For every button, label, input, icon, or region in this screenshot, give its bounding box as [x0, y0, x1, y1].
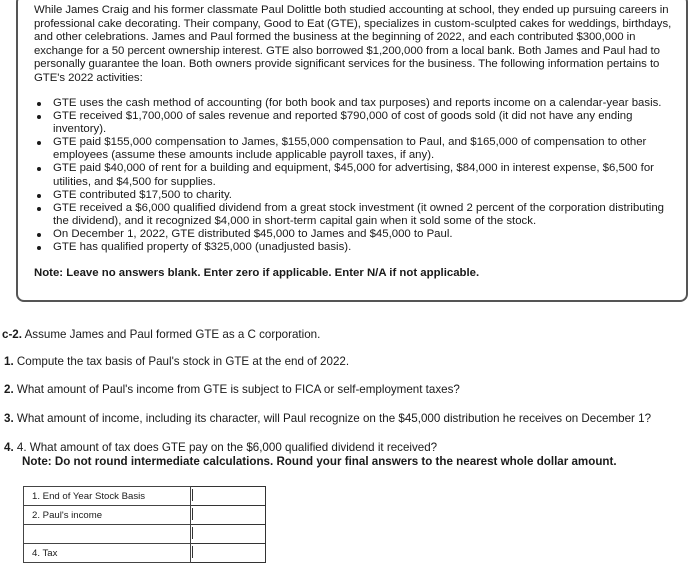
question-1: [4, 355, 349, 368]
question-number: 1.: [4, 355, 14, 368]
answer-cell: [191, 487, 266, 506]
question-number: 2.: [4, 383, 14, 396]
answer-cell: [191, 544, 266, 563]
answer-cell: [191, 506, 266, 525]
distribution-income-input[interactable]: [191, 525, 269, 543]
table-row: [24, 487, 266, 506]
row-label-stock-basis: 1. End of Year Stock Basis: [24, 487, 191, 506]
case-note: Note: Leave no answers blank. Enter zero if applicable. Enter N/A if not applicable.: [34, 267, 480, 280]
case-facts-list: [34, 97, 672, 254]
table-row: [24, 506, 266, 525]
fact-item: GTE uses the cash method of accounting (for both book and tax purposes) and reports income on a calendar-year basis.: [34, 97, 672, 110]
question-3: [4, 412, 651, 425]
row-label-paul-income: 2. Paul's income: [24, 506, 191, 525]
question-number: 3.: [4, 412, 14, 425]
table-row: [24, 525, 266, 544]
rounding-note: Note: Do not round intermediate calculations. Round your final answers to the nearest whole dollar amount.: [22, 455, 617, 468]
fact-item: On December 1, 2022, GTE distributed $45,000 to James and $45,000 to Paul.: [34, 228, 672, 241]
fact-item: GTE has qualified property of $325,000 (unadjusted basis).: [34, 241, 672, 254]
question-text: 4. What amount of tax does GTE pay on the $6,000 qualified dividend it received?: [13, 441, 438, 454]
case-intro-paragraph: While James Craig and his former classmate Paul Dolittle both studied accounting at school, they ended up pursuing careers in professional cake decorating. Their company, Good to Eat (GTE), specializes in custom-sculpted cakes for weddings, birthdays, and other celebrations. James and Paul formed the business at the beginning of 2022, and each contributed $300,000 in exchange for a 50 percent ownership interest. GTE also borrowed $1,200,000 from a local bank. Both James and Paul had to personally guarantee the loan. Both owners provide significant services for the business. The following information pertains to GTE's 2022 activities:: [34, 4, 672, 84]
question-number: 4.: [4, 441, 14, 454]
answer-cell: [191, 525, 266, 544]
fact-item: GTE paid $155,000 compensation to James, $155,000 compensation to Paul, and $165,000 of compensation to other employees (assume these amounts include applicable payroll taxes, if any).: [34, 136, 672, 162]
paul-income-input[interactable]: [191, 506, 269, 524]
part-label: c-2.: [2, 328, 22, 341]
answer-table: [23, 486, 266, 563]
question-text: Compute the tax basis of Paul's stock in GTE at the end of 2022.: [13, 355, 350, 368]
tax-input[interactable]: [191, 544, 269, 562]
question-text: What amount of Paul's income from GTE is subject to FICA or self-employment taxes?: [13, 383, 460, 396]
part-text: Assume James and Paul formed GTE as a C corporation.: [21, 328, 321, 341]
part-heading: [2, 328, 320, 341]
question-text: What amount of income, including its character, will Paul recognize on the $45,000 distribution he receives on December 1?: [13, 412, 652, 425]
table-row: [24, 544, 266, 563]
fact-item: GTE contributed $17,500 to charity.: [34, 189, 672, 202]
question-2: [4, 383, 460, 396]
row-label-distribution: [24, 525, 191, 544]
fact-item: GTE received $1,700,000 of sales revenue and reported $790,000 of cost of goods sold (it did not have any ending inventory).: [34, 110, 672, 136]
case-description-box: [16, 0, 688, 302]
question-4: [4, 441, 437, 454]
fact-item: GTE paid $40,000 of rent for a building and equipment, $45,000 for advertising, $84,000 in interest expense, $6,500 for utilities, and $4,500 for supplies.: [34, 162, 672, 188]
stock-basis-input[interactable]: [191, 487, 269, 505]
row-label-tax: 4. Tax: [24, 544, 191, 563]
fact-item: GTE received a $6,000 qualified dividend from a great stock investment (it owned 2 percent of the corporation distributing the dividend), and it recognized $4,000 in short-term capital gain when it sold some of the stock.: [34, 202, 672, 228]
